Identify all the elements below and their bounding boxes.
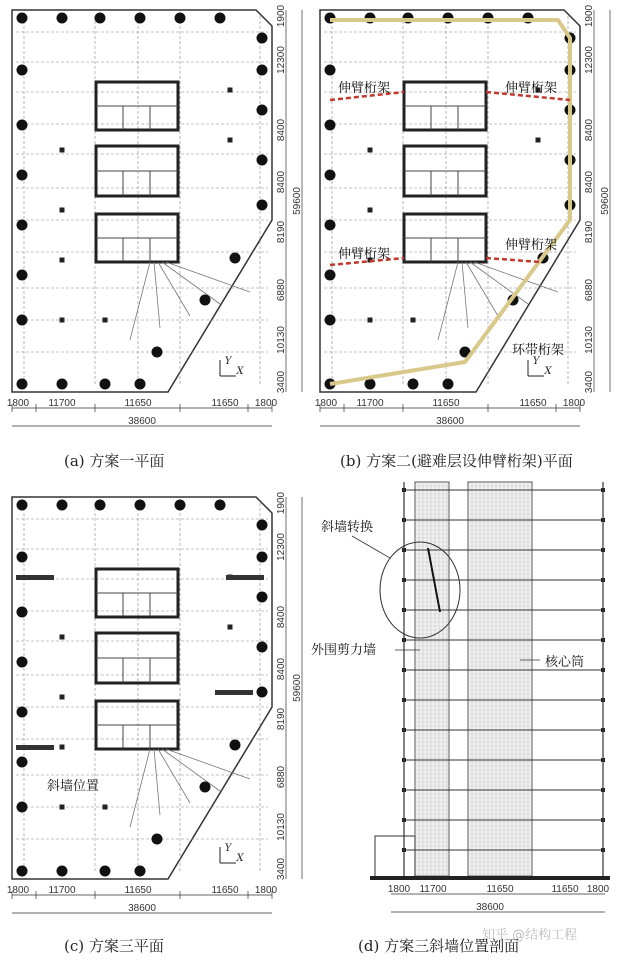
plan-c — [7, 491, 303, 914]
width-label: 11650 — [211, 885, 239, 896]
column — [100, 866, 111, 877]
column — [57, 500, 68, 511]
width-label: 11650 — [124, 885, 152, 896]
column — [175, 13, 186, 24]
height-label: 1900 — [276, 4, 287, 28]
column — [135, 379, 146, 390]
interior-column — [228, 625, 233, 630]
belt-truss-label: 环带桁架 — [512, 343, 565, 358]
column — [200, 782, 211, 793]
inclined-wall — [16, 575, 54, 580]
column — [325, 270, 336, 281]
shear-wall — [415, 482, 449, 876]
diagonal-beam — [130, 262, 150, 340]
width-label: 11700 — [419, 884, 447, 895]
column — [17, 657, 28, 668]
column — [135, 866, 146, 877]
diagonal-beam — [154, 262, 160, 328]
height-label: 12300 — [276, 533, 287, 561]
inclined-wall-label: 斜墙位置 — [47, 779, 100, 794]
height-label: 8400 — [276, 118, 287, 142]
width-label: 1800 — [6, 885, 30, 896]
caption-b: (b) 方案二(避难层设伸臂桁架)平面 — [340, 452, 573, 470]
axis-y-label: Y — [224, 356, 232, 367]
inclined-wall-transfer-label: 斜墙转换 — [321, 520, 374, 535]
diagonal-beam — [158, 262, 190, 316]
width-label: 1800 — [254, 398, 278, 409]
column — [365, 379, 376, 390]
column — [152, 347, 163, 358]
floor-outline — [320, 10, 580, 392]
column — [257, 200, 268, 211]
axis-y-label: Y — [224, 843, 232, 854]
height-label: 8190 — [276, 707, 287, 731]
inclined-wall — [215, 690, 253, 695]
height-label: 8400 — [584, 118, 595, 142]
width-label: 1800 — [387, 884, 411, 895]
floor-outline — [12, 497, 272, 879]
interior-column — [60, 258, 65, 263]
column — [257, 642, 268, 653]
column — [17, 379, 28, 390]
column — [230, 740, 241, 751]
perimeter-shear-wall-label: 外围剪力墙 — [311, 643, 377, 658]
width-label: 1800 — [314, 398, 338, 409]
total-height-label: 59600 — [292, 187, 303, 215]
height-label: 3400 — [584, 370, 595, 394]
column — [57, 379, 68, 390]
column — [257, 552, 268, 563]
width-label: 11650 — [551, 884, 579, 895]
plan-b — [315, 4, 611, 427]
width-label: 1800 — [6, 398, 30, 409]
section-d — [352, 482, 610, 913]
height-label: 10130 — [276, 813, 287, 841]
width-label: 1800 — [586, 884, 610, 895]
column — [257, 33, 268, 44]
column — [257, 520, 268, 531]
caption-a: (a) 方案一平面 — [64, 452, 165, 470]
column — [443, 379, 454, 390]
interior-column — [368, 318, 373, 323]
column — [257, 65, 268, 76]
height-label: 1900 — [276, 491, 287, 515]
column — [95, 13, 106, 24]
width-label: 11700 — [48, 398, 76, 409]
total-height-label: 59600 — [600, 187, 611, 215]
height-label: 8190 — [276, 220, 287, 244]
height-label: 8400 — [276, 170, 287, 194]
interior-column — [103, 805, 108, 810]
watermark: 知乎 @结构工程 — [482, 928, 578, 943]
caption-c: (c) 方案三平面 — [64, 937, 164, 955]
column — [17, 500, 28, 511]
diagonal-beam — [130, 749, 150, 827]
column — [135, 500, 146, 511]
column — [325, 220, 336, 231]
height-label: 6880 — [276, 278, 287, 302]
interior-column — [60, 208, 65, 213]
height-label: 8400 — [276, 605, 287, 629]
column — [325, 315, 336, 326]
width-label: 11700 — [48, 885, 76, 896]
column — [17, 170, 28, 181]
interior-column — [368, 148, 373, 153]
column — [230, 253, 241, 264]
interior-column — [536, 138, 541, 143]
column — [95, 500, 106, 511]
column — [100, 379, 111, 390]
column — [17, 65, 28, 76]
inclined-wall — [16, 745, 54, 750]
diagonal-beam — [154, 749, 160, 815]
height-label: 1900 — [584, 4, 595, 28]
column — [17, 707, 28, 718]
floor-outline — [12, 10, 272, 392]
column — [57, 13, 68, 24]
interior-column — [411, 318, 416, 323]
column — [17, 607, 28, 618]
height-label: 8400 — [276, 657, 287, 681]
column — [200, 295, 211, 306]
column — [325, 65, 336, 76]
column — [17, 757, 28, 768]
column — [325, 120, 336, 131]
plan-a — [7, 4, 303, 427]
height-label: 12300 — [584, 46, 595, 74]
total-height-label: 59600 — [292, 674, 303, 702]
diagonal-beam — [466, 262, 498, 316]
width-label: 1800 — [254, 885, 278, 896]
column — [17, 552, 28, 563]
width-label: 11650 — [124, 398, 152, 409]
column — [257, 687, 268, 698]
height-label: 6880 — [584, 278, 595, 302]
diagonal-beam — [438, 262, 458, 340]
width-label: 11700 — [356, 398, 384, 409]
width-label: 11650 — [486, 884, 514, 895]
column — [17, 120, 28, 131]
interior-column — [60, 635, 65, 640]
outrigger-label-top-left: 伸臂桁架 — [338, 81, 391, 96]
interior-column — [368, 208, 373, 213]
column — [17, 866, 28, 877]
outrigger-label-bottom-left: 伸臂桁架 — [338, 247, 391, 262]
height-label: 8400 — [584, 170, 595, 194]
interior-column — [228, 138, 233, 143]
column — [175, 500, 186, 511]
interior-column — [60, 695, 65, 700]
column — [325, 170, 336, 181]
column — [215, 13, 226, 24]
column — [257, 105, 268, 116]
axis-y-label: Y — [532, 356, 540, 367]
total-width-label: 38600 — [436, 416, 464, 427]
height-label: 10130 — [584, 326, 595, 354]
axis-x-label: X — [544, 366, 552, 377]
height-label: 8190 — [584, 220, 595, 244]
interior-column — [60, 805, 65, 810]
height-label: 3400 — [276, 857, 287, 881]
height-label: 12300 — [276, 46, 287, 74]
width-label: 11650 — [519, 398, 547, 409]
width-label: 11650 — [211, 398, 239, 409]
inclined-wall — [226, 575, 264, 580]
width-label: 1800 — [562, 398, 586, 409]
interior-column — [228, 88, 233, 93]
total-width-label: 38600 — [128, 416, 156, 427]
interior-column — [60, 148, 65, 153]
total-width-label: 38600 — [128, 903, 156, 914]
outrigger-truss — [486, 258, 540, 262]
axis-x-label: X — [236, 366, 244, 377]
axis-x-label: X — [236, 853, 244, 864]
column — [17, 270, 28, 281]
belt-truss — [330, 20, 570, 384]
outrigger-label-top-right: 伸臂桁架 — [505, 81, 558, 96]
column — [152, 834, 163, 845]
width-label: 11650 — [432, 398, 460, 409]
column — [17, 315, 28, 326]
column — [17, 220, 28, 231]
column — [257, 592, 268, 603]
total-width-label: 38600 — [476, 902, 504, 913]
height-label: 6880 — [276, 765, 287, 789]
column — [257, 155, 268, 166]
column — [17, 13, 28, 24]
column — [408, 379, 419, 390]
interior-column — [60, 318, 65, 323]
outrigger-label-bottom-right: 伸臂桁架 — [505, 238, 558, 253]
height-label: 10130 — [276, 326, 287, 354]
core-tube-label: 核心筒 — [545, 655, 585, 670]
ground-line — [370, 876, 610, 880]
column — [57, 866, 68, 877]
diagonal-beam — [158, 749, 190, 803]
podium — [375, 836, 415, 876]
column — [17, 802, 28, 813]
interior-column — [103, 318, 108, 323]
interior-column — [60, 745, 65, 750]
caption-d: (d) 方案三斜墙位置剖面 — [358, 937, 520, 955]
column — [135, 13, 146, 24]
leader-line — [352, 536, 390, 558]
diagonal-beam — [462, 262, 468, 328]
column — [215, 500, 226, 511]
height-label: 3400 — [276, 370, 287, 394]
